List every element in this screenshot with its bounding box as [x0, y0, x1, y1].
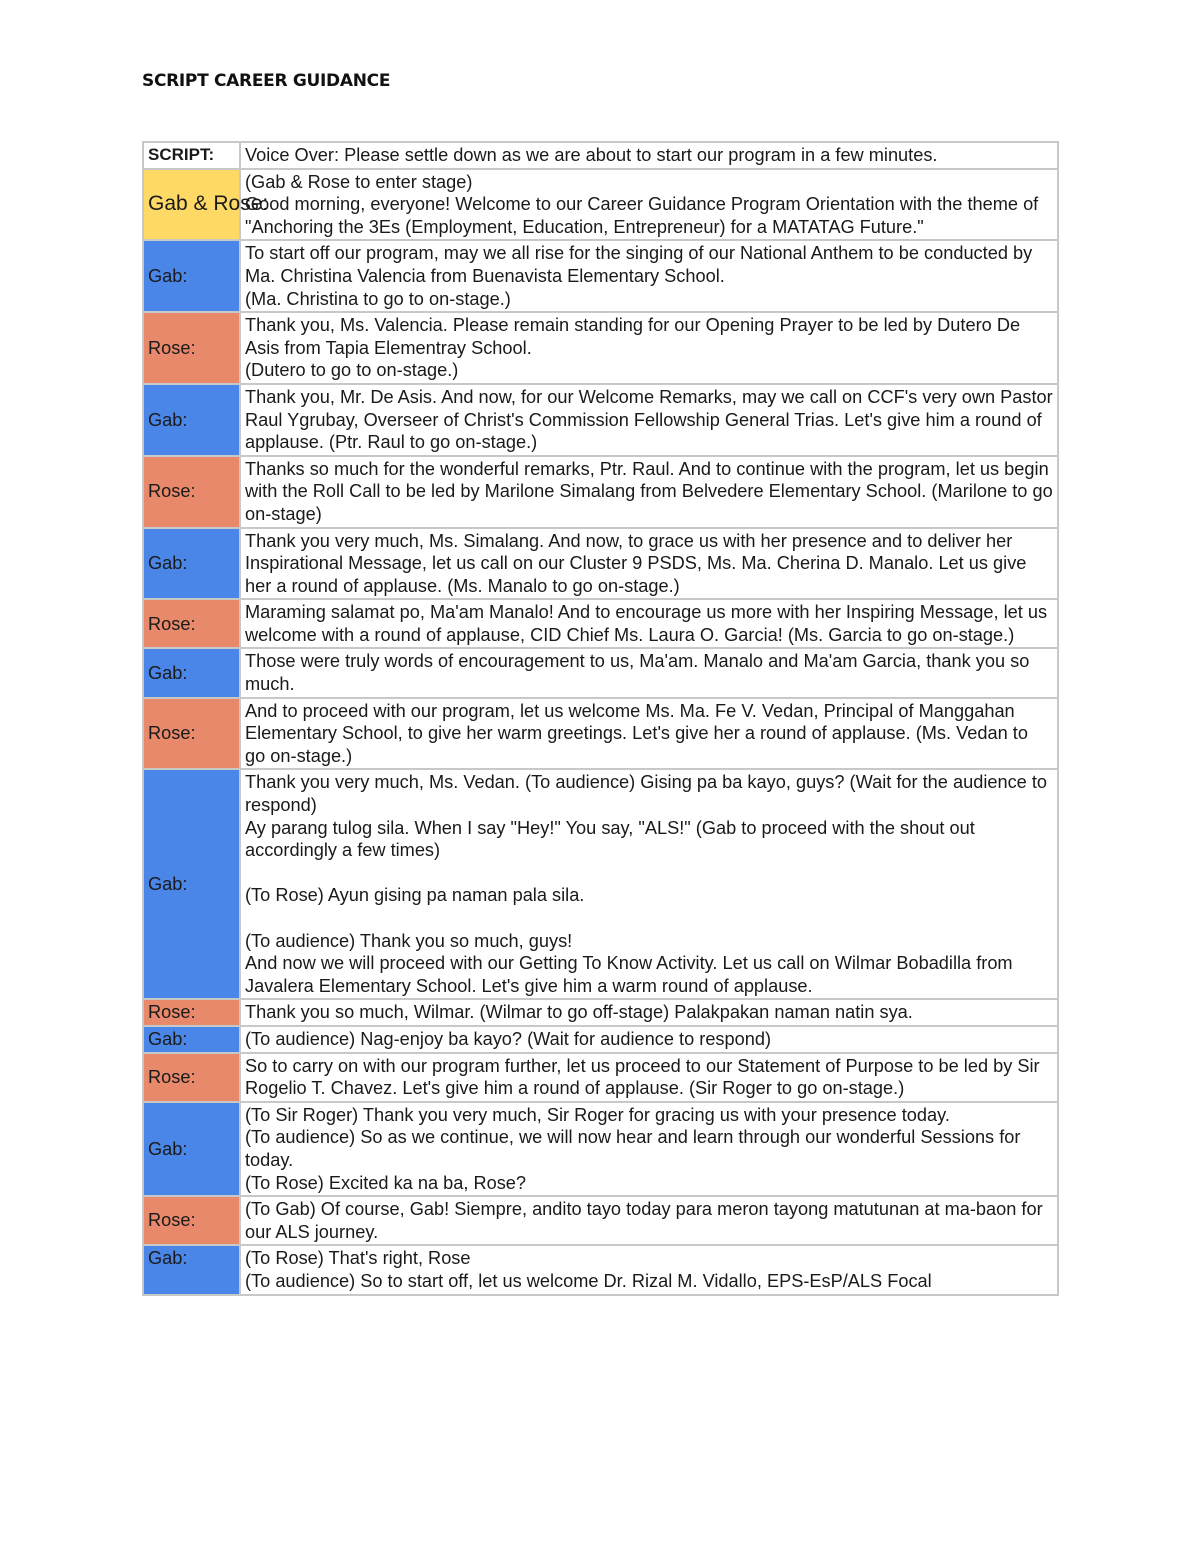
- document-title: SCRIPT CAREER GUIDANCE: [142, 71, 391, 91]
- script-row: [144, 1103, 1057, 1197]
- speaker-cell: Rose:: [144, 1000, 241, 1027]
- blank-line: [245, 862, 1053, 885]
- script-row: [144, 600, 1057, 649]
- script-line: Thank you very much, Ms. Vedan. (To audience) Gising pa ba kayo, guys? (Wait for the audience to respond): [245, 772, 1048, 816]
- speaker-cell: Gab & Rose:: [144, 170, 241, 242]
- script-row: [144, 170, 1057, 242]
- speaker-cell: Gab:: [144, 385, 241, 457]
- script-line: So to carry on with our program further, let us proceed to our Statement of Purpose to be led by Sir Rogelio T. Chavez. Let's give him a round of applause. (Sir Roger to go on-stage.): [245, 1055, 1040, 1099]
- script-line-cell: [241, 313, 1057, 385]
- script-line-cell: [241, 241, 1057, 313]
- speaker-cell: Gab:: [144, 529, 241, 601]
- script-line: (To Rose) That's right, Rose: [245, 1248, 471, 1269]
- script-row: [144, 770, 1057, 1000]
- script-line: Good morning, everyone! Welcome to our Career Guidance Program Orientation with the theme of "Anchoring the 3Es (Employment, Education, Entrepreneur) for a MATATAG Future.": [245, 194, 1039, 237]
- blank-line: [245, 907, 1053, 930]
- script-line: (To audience) So to start off, let us welcome Dr. Rizal M. Vidallo, EPS-EsP/ALS Focal: [245, 1270, 932, 1291]
- script-line: (To audience) Nag-enjoy ba kayo? (Wait for audience to respond): [245, 1028, 772, 1049]
- script-line-cell: [241, 1197, 1057, 1246]
- script-line-cell: [241, 170, 1057, 242]
- script-line: (To Sir Roger) Thank you very much, Sir Roger for gracing us with your presence today.: [245, 1104, 950, 1125]
- script-line: (To Rose) Excited ka na ba, Rose?: [245, 1172, 527, 1193]
- script-row: [144, 1027, 1057, 1054]
- speaker-cell: Rose:: [144, 457, 241, 529]
- script-line-cell: [241, 600, 1057, 649]
- speaker-cell: Gab:: [144, 1103, 241, 1197]
- script-row: [144, 241, 1057, 313]
- script-row: [144, 699, 1057, 771]
- script-line-cell: [241, 1000, 1057, 1027]
- script-row: [144, 385, 1057, 457]
- script-line: (To Rose) Ayun gising pa naman pala sila.: [245, 885, 585, 906]
- script-line: Maraming salamat po, Ma'am Manalo! And to encourage us more with her Inspiring Message, let us welcome with a round of applause, CID Chief Ms. Laura O. Garcia! (Ms. Garcia to go on-stage.): [245, 602, 1048, 645]
- script-line: (Ma. Christina to go to on-stage.): [245, 288, 511, 309]
- script-line: Voice Over: Please settle down as we are about to start our program in a few minutes.: [245, 145, 938, 165]
- script-line-cell: [241, 385, 1057, 457]
- script-line-cell: [241, 529, 1057, 601]
- script-line-cell: [241, 1027, 1057, 1054]
- script-row: [144, 1000, 1057, 1027]
- script-line-cell: [241, 1054, 1057, 1103]
- speaker-cell: SCRIPT:: [144, 143, 241, 170]
- script-line-cell: [241, 770, 1057, 1000]
- script-line: Ay parang tulog sila. When I say "Hey!" You say, "ALS!" (Gab to proceed with the shout out accordingly a few times): [245, 817, 975, 861]
- speaker-cell: Gab:: [144, 241, 241, 313]
- speaker-cell: Rose:: [144, 600, 241, 649]
- script-line: Thank you, Ms. Valencia. Please remain standing for our Opening Prayer to be led by Dutero De Asis from Tapia Elementray School.: [245, 315, 1021, 358]
- script-line: Thank you, Mr. De Asis. And now, for our Welcome Remarks, may we call on CCF's very own Pastor Raul Ygrubay, Overseer of Christ's Commission Fellowship General Trias. Let's give him a round of applause. (Ptr. Raul to go on-stage.): [245, 386, 1053, 453]
- script-row: [144, 313, 1057, 385]
- script-row: [144, 649, 1057, 698]
- speaker-cell: Rose:: [144, 313, 241, 385]
- script-line: Thank you very much, Ms. Simalang. And now, to grace us with her presence and to deliver her Inspirational Message, let us call on our Cluster 9 PSDS, Ms. Ma. Cherina D. Manalo. Let us give her a round of applause. (Ms. Manalo to go on-stage.): [245, 530, 1027, 596]
- script-row: [144, 1197, 1057, 1246]
- script-line: (To Gab) Of course, Gab! Siempre, andito tayo today para meron tayong matutunan at ma-baon for our ALS journey.: [245, 1199, 1043, 1242]
- script-line-cell: [241, 1246, 1057, 1293]
- script-line: Thanks so much for the wonderful remarks, Ptr. Raul. And to continue with the program, let us begin with the Roll Call to be led by Marilone Simalang from Belvedere Elementary School. (Marilone to go on-stage): [245, 458, 1053, 524]
- script-row: [144, 1054, 1057, 1103]
- script-line: To start off our program, may we all rise for the singing of our National Anthem to be conducted by Ma. Christina Valencia from Buenavista Elementary School.: [245, 243, 1033, 286]
- script-line-cell: [241, 649, 1057, 698]
- script-table-body: [144, 143, 1057, 1294]
- speaker-cell: Gab:: [144, 1027, 241, 1054]
- script-line: (Dutero to go to on-stage.): [245, 360, 459, 381]
- script-table: [142, 141, 1059, 1296]
- script-line: Thank you so much, Wilmar. (Wilmar to go off-stage) Palakpakan naman natin sya.: [245, 1002, 913, 1023]
- script-line: (Gab & Rose to enter stage): [245, 171, 473, 192]
- script-row: [144, 457, 1057, 529]
- script-line-cell: [241, 1103, 1057, 1197]
- script-row: [144, 1246, 1057, 1293]
- script-line: Those were truly words of encouragement to us, Ma'am. Manalo and Ma'am Garcia, thank you so much.: [245, 651, 1030, 695]
- script-row: [144, 143, 1057, 170]
- speaker-cell: Gab:: [144, 649, 241, 698]
- speaker-cell: Gab:: [144, 1246, 241, 1293]
- speaker-cell: Gab:: [144, 770, 241, 1000]
- script-row: [144, 529, 1057, 601]
- script-line-cell: [241, 457, 1057, 529]
- script-line-cell: [241, 143, 1057, 170]
- script-line-cell: [241, 699, 1057, 771]
- speaker-cell: Rose:: [144, 1197, 241, 1246]
- speaker-cell: Rose:: [144, 1054, 241, 1103]
- speaker-cell: Rose:: [144, 699, 241, 771]
- script-line: (To audience) So as we continue, we will now hear and learn through our wonderful Sessions for today.: [245, 1127, 1021, 1170]
- script-line: (To audience) Thank you so much, guys!: [245, 930, 573, 951]
- script-line: And now we will proceed with our Getting To Know Activity. Let us call on Wilmar Bobadilla from Javalera Elementary School. Let's give him a warm round of applause.: [245, 953, 1013, 996]
- script-line: And to proceed with our program, let us welcome Ms. Ma. Fe V. Vedan, Principal of Manggahan Elementary School, to give her warm greetings. Let's give her a round of applause. (Ms. Vedan to go on-stage.): [245, 700, 1028, 766]
